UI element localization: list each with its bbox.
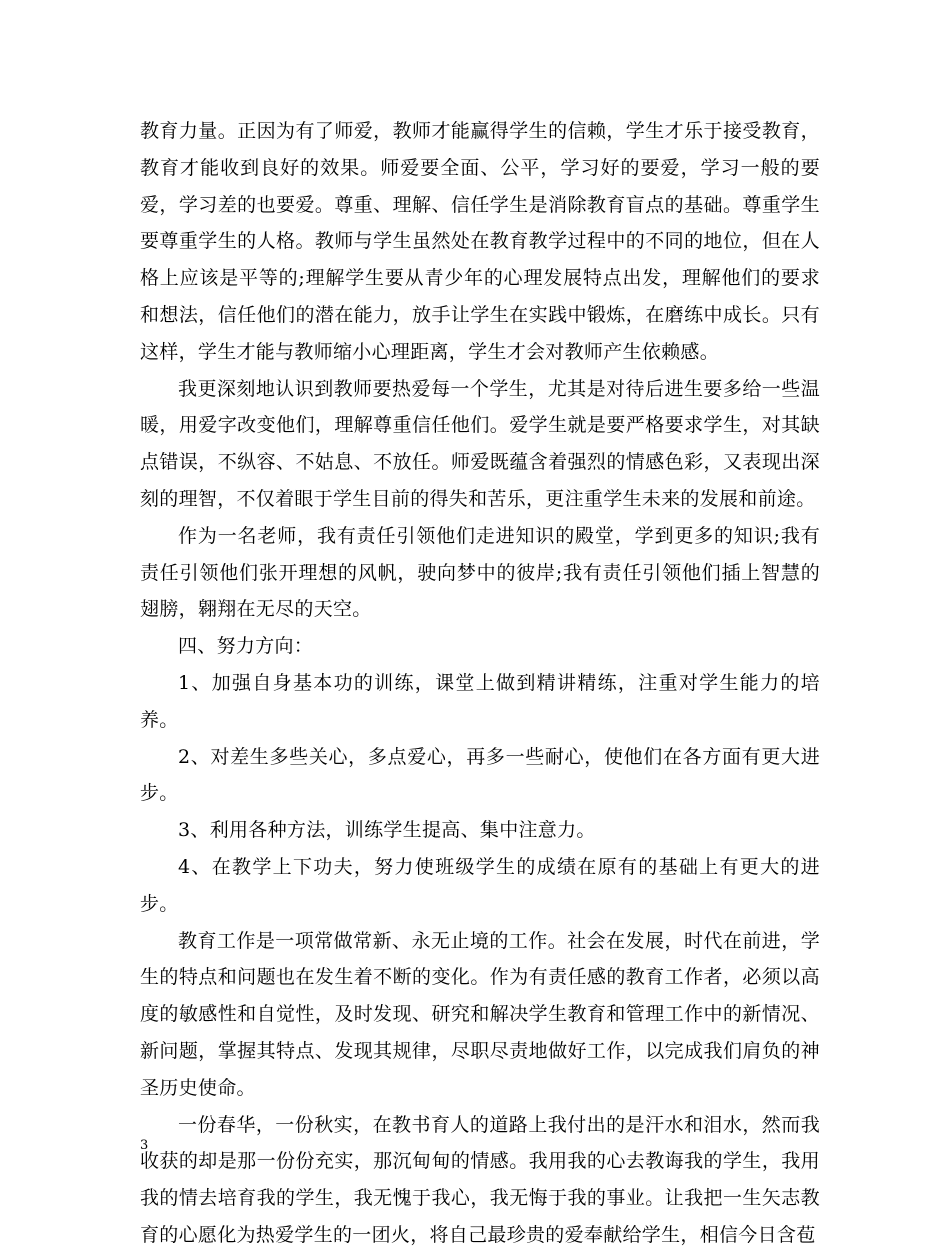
paragraph-4: 教育工作是一项常做常新、永无止境的工作。社会在发展，时代在前进，学生的特点和问题也在发生着不断的变化。作为有责任感的教育工作者，必须以高度的敏感性和自觉性，及时发现、研究和解决学生教育和管理工作中的新情况、新问题，掌握其特点、发现其规律，尽职尽责地做好工作，以完成我们肩负的神圣历史使命。: [140, 929, 820, 1099]
page-number: 3: [140, 1138, 149, 1153]
list-item-1: 1、加强自身基本功的训练，课堂上做到精讲精练，注重对学生能力的培养。: [140, 671, 820, 731]
section-heading: 四、努力方向：: [178, 635, 314, 658]
paragraph-1: 教育力量。正因为有了师爱，教师才能赢得学生的信赖，学生才乐于接受教育，教育才能收到良好的效果。师爱要全面、公平，学习好的要爱，学习一般的要爱，学习差的也要爱。尊重、理解、信任学生是消除教育盲点的基础。尊重学生要尊重学生的人格。教师与学生虽然处在教育教学过程中的不同的地位，但在人格上应该是平等的;理解学生要从青少年的心理发展特点出发，理解他们的要求和想法，信任他们的潜在能力，放手让学生在实践中锻炼，在磨练中成长。只有这样，学生才能与教师缩小心理距离，学生才会对教师产生依赖感。: [140, 120, 820, 363]
list-item-4: 4、在教学上下功夫，努力使班级学生的成绩在原有的基础上有更大的进步。: [140, 855, 820, 915]
list-item-3: 3、利用各种方法，训练学生提高、集中注意力。: [178, 819, 596, 842]
list-item-2: 2、对差生多些关心，多点爱心，再多一些耐心，使他们在各方面有更大进步。: [140, 745, 820, 805]
paragraph-2: 我更深刻地认识到教师要热爱每一个学生，尤其是对待后进生要多给一些温暖，用爱字改变他们，理解尊重信任他们。爱学生就是要严格要求学生，对其缺点错误，不纵容、不姑息、不放任。师爱既蕴含着强烈的情感色彩，又表现出深刻的理智，不仅着眼于学生目前的得失和苦乐，更注重学生未来的发展和前途。: [140, 377, 820, 510]
document-body: [140, 113, 820, 1254]
paragraph-3: 作为一名老师，我有责任引领他们走进知识的殿堂，学到更多的知识;我有责任引领他们张开理想的风帆，驶向梦中的彼岸;我有责任引领他们插上智慧的翅膀，翱翔在无尽的天空。: [140, 524, 820, 621]
paragraph-5: 一份春华，一份秋实，在教书育人的道路上我付出的是汗水和泪水，然而我收获的却是那一份份充实，那沉甸甸的情感。我用我的心去教诲我的学生，我用我的情去培育我的学生，我无愧于我心，我无悔于我的事业。让我把一生矢志教育的心愿化为热爱学生的一团火，将自己最珍贵的爱奉献给学生，相信今日含苞: [140, 1113, 820, 1246]
